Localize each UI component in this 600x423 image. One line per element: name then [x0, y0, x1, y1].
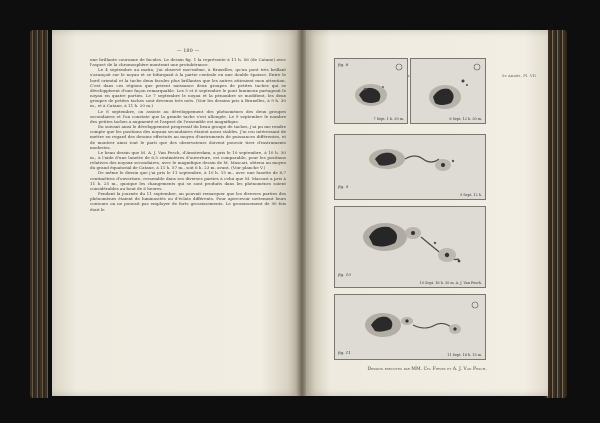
plate-caption: Dessins exécutés par MM. Ch. Fiévez et A. J. Van Pesch. [367, 367, 487, 372]
figure-label: fig. 8 [338, 62, 349, 67]
sunspot-drawing [335, 135, 485, 199]
paragraph: De même le dessin que j'ai pris le 11 septembre, à 10 h. 15 m., avec une lunette de 8,7 centimètres d'ouverture, ressemble dans ses diverses parties à celui que M. Mascari a pris à 11 h. 25 m., quoique les changements qui se sont produits dans les phénomènes soient considérables au bout de 6 heures. [90, 170, 286, 191]
sunspot-plate-fig-10 [334, 206, 486, 288]
sunspot-drawing [335, 207, 485, 287]
figure-caption: 11 Sept. 16 h. 15 m. [447, 353, 482, 357]
paragraph: En suivant ainsi le développement progressif du beau groupe de taches, j'ai pu me rendre compte que les positions des noyaux secondaires étaient assez stables. J'ai cru intéressant de mettre en regard des dessins effectués au moyen d'instruments de puissances différentes, et de montrer ainsi tout le parti que des observateurs doivent pouvoir tirer d'instruments modestes. [90, 124, 286, 150]
sunspot-plate-8-sept [410, 58, 486, 124]
figure-caption: 7 Sept. 1 h. 30 m. [373, 117, 404, 121]
page-number: — 180 — [176, 48, 200, 54]
figure-caption: 9 Sept. 12 h. [460, 193, 482, 197]
figure-label: fig. 11 [338, 350, 351, 355]
paragraph: Le 4 septembre au matin, j'ai observé moi-même, à Bruxelles, qu'un pont très brillant s'avançait sur le noyau et se bifurquait à la partie centrale en une double épaisse. Entre le bord oriental et la tache deux facules plus brillantes que les autres attiraient mon attention. C'est dans ces régions que prirent naissance deux groupes de petites taches qui se développèrent d'une façon remarquable. Les 5 et 6 septembre le pont lumineux partageait le noyau en quatre parties. Le 7 septembre le noyau et la pénombre se modifient, les deux groupes de petites taches sont devenus très nets. (Voir les dessins pris à Bruxelles, à 9 h. 30 m., et à Catane, à 11 h. 20 m.) [90, 67, 286, 109]
figure-label: fig. 9 [338, 184, 349, 189]
sunspot-plate-fig-8 [334, 58, 408, 124]
sunspot-drawing [335, 59, 407, 123]
figure-label: fig. 10 [338, 272, 351, 277]
paragraph: une brillante couronne de facules. Le dessin fig. 1 la représente à 11 h. 56 (de Catane) avec l'aspect de la chromosphère montrant une protubérance. [90, 57, 286, 68]
paragraph: Le 8 septembre, on assiste au développement des phénomènes des deux groupes secondaires et l'on constate que la grande tache s'est allongée. Le 9 septembre le nombre des petites taches a augmenté et l'aspect de l'ensemble est magnifique. [90, 108, 286, 124]
left-page-body-text [90, 57, 286, 212]
figure-caption: 8 Sept. 12 h. 30 m. [449, 117, 482, 121]
paragraph: Le beau dessin que M. A. J. Van Pesch, d'Amsterdam, a pris le 10 septembre, à 10 h. 30 m., à l'aide d'une lunette de 6,5 centimètres d'ouverture, est comparable, pour les positions relatives des noyaux secondaires, avec le magnifique dessin de M. Mascari, obtenu au moyen du grand équatorial de Catane, à 11 h. 57 m., soit 6 h. 23 m. avant. (Voir planche V.) [90, 149, 286, 171]
sunspot-plate-fig-9 [334, 134, 486, 200]
sunspot-drawing [335, 295, 485, 359]
sunspot-plate-fig-11 [334, 294, 486, 360]
sunspot-drawing [411, 59, 485, 123]
figure-caption: 10 Sept. 16 h. 30 m. A. J. Van Pesch. [419, 281, 482, 285]
paragraph: Pendant la journée du 11 septembre, on pouvait remarquer que les diverses parties des phénomènes étaient de luminosités ou d'éclats différents. Pour apercevoir nettement leurs contours on ne pouvait pas employer de forts grossissements. Le grossissement de 90 fois était le [90, 191, 286, 212]
running-head-plate-number: 5e Année, Pl. VII [501, 74, 536, 78]
